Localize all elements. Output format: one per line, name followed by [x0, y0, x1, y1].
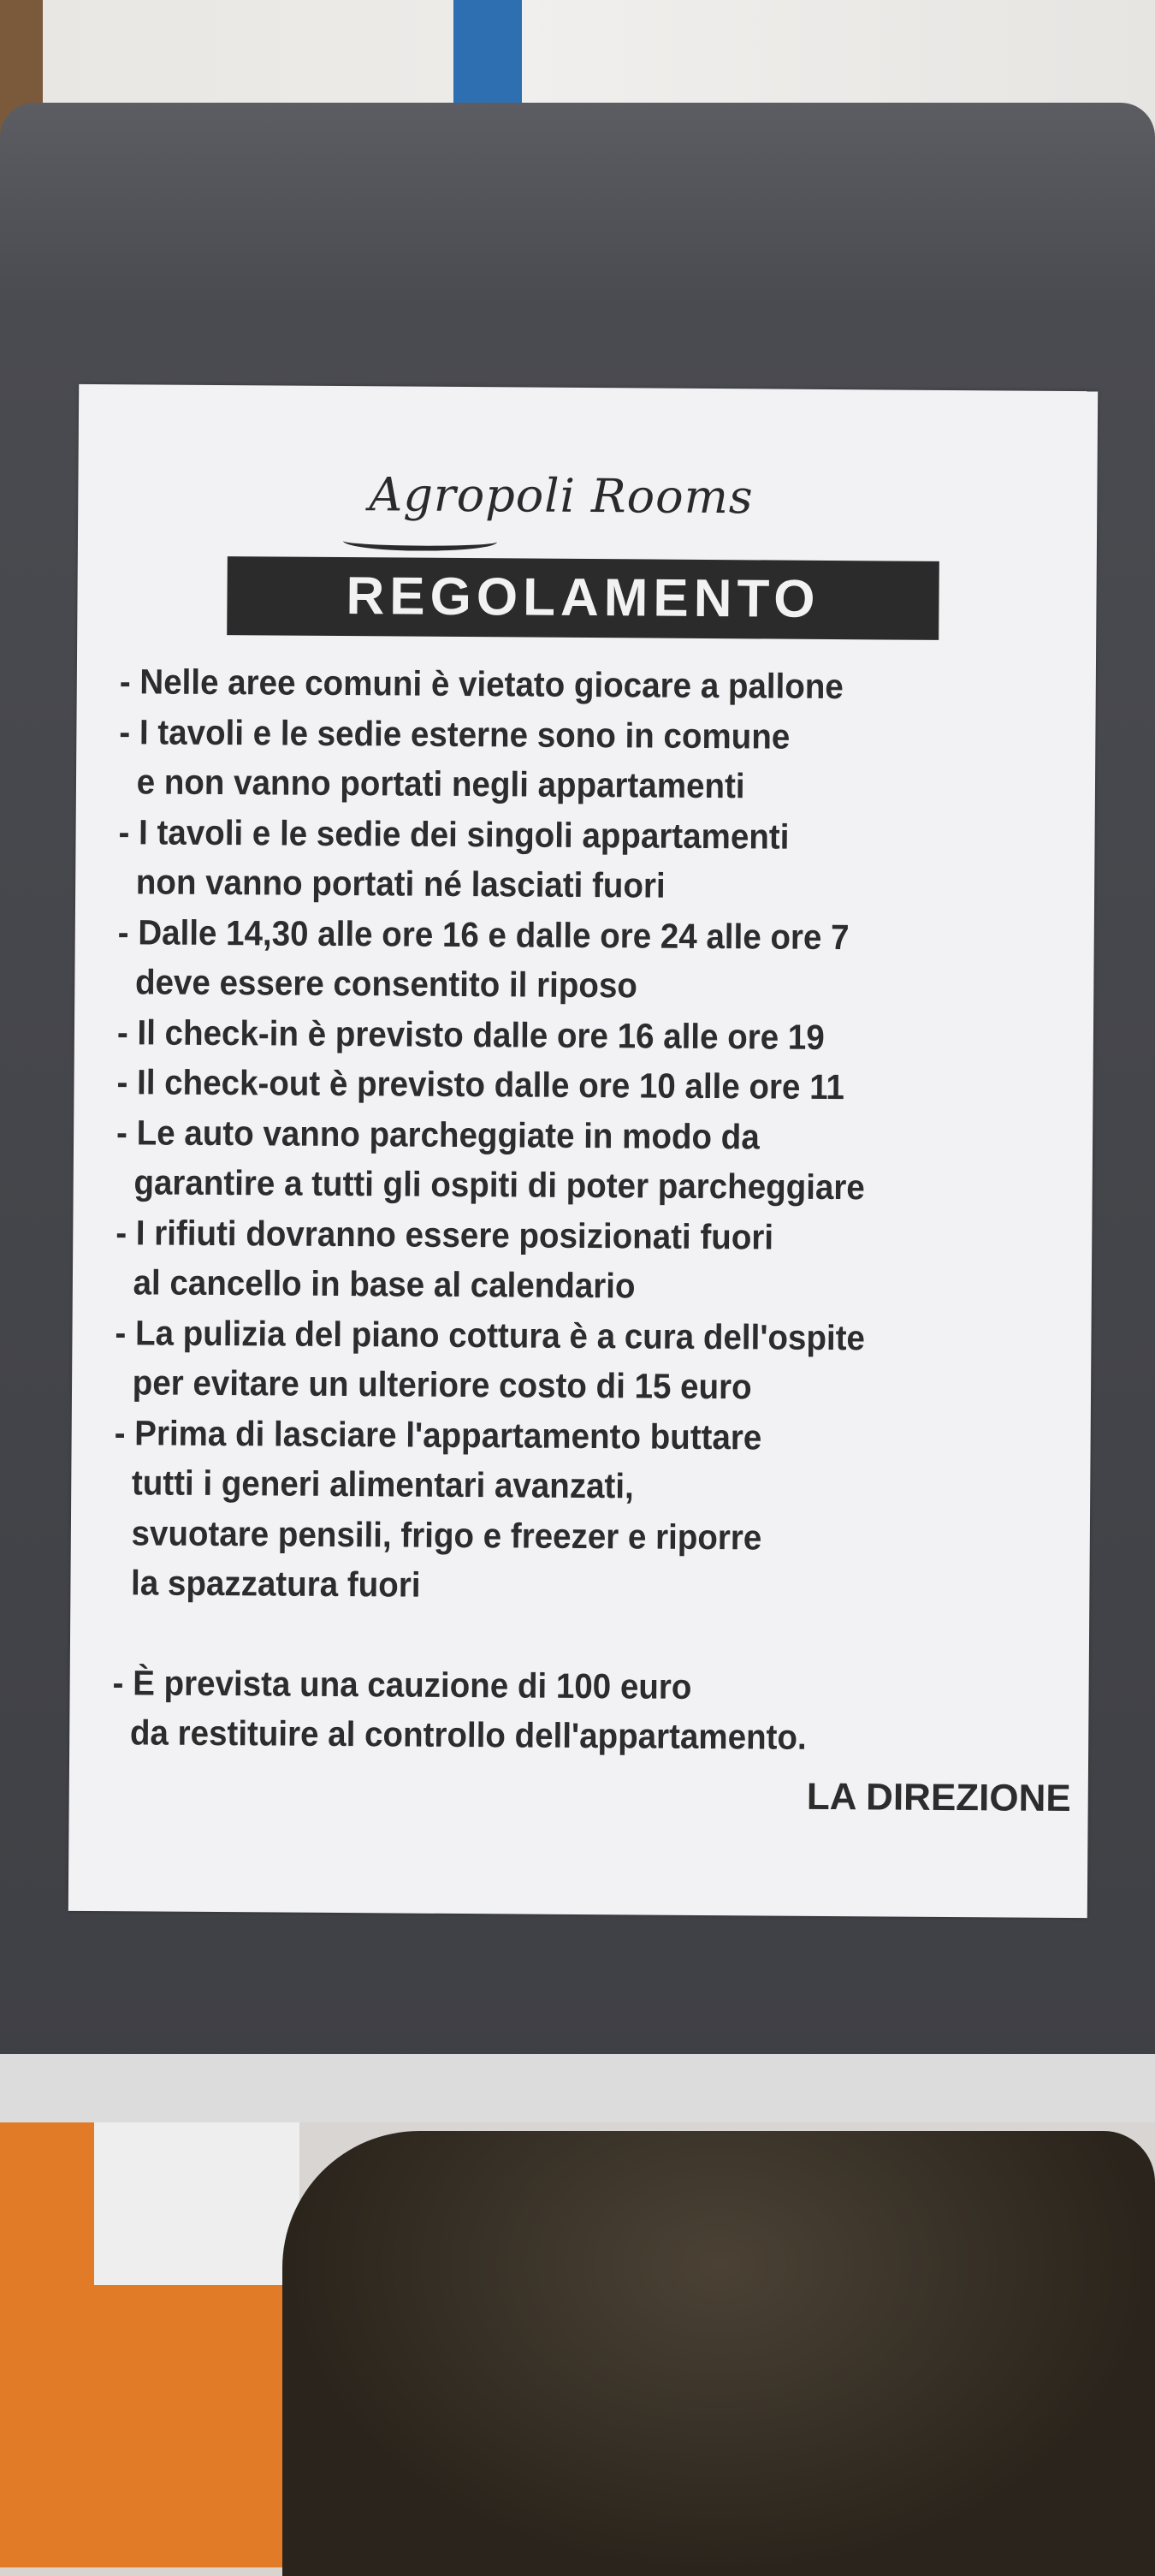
rule-line: - Dalle 14,30 alle ore 16 e dalle ore 24 alle ore 7 — [117, 911, 850, 957]
rule-line: svuotare pensili, frigo e freezer e riporre — [131, 1512, 762, 1557]
signature: LA DIREZIONE — [806, 1775, 1071, 1819]
notice-paper — [68, 384, 1098, 1918]
rule-line: - Il check-in è previsto dalle ore 16 alle ore 19 — [116, 1012, 825, 1057]
rule-line: non vanno portati né lasciati fuori — [135, 862, 666, 905]
spacer — [113, 1608, 1071, 1665]
logo-swash — [343, 531, 497, 551]
rule-line: la spazzatura fuori — [130, 1563, 421, 1605]
rule-line: - I rifiuti dovranno essere posizionati fuori — [116, 1212, 774, 1257]
rules-list — [112, 656, 1078, 1764]
rule-line: e non vanno portati negli appartamenti — [136, 762, 745, 806]
sticker-label — [94, 2122, 299, 2285]
rule-line: deve essere consentito il riposo — [134, 962, 638, 1006]
rule-line: tutti i generi alimentari avanzati, — [131, 1463, 634, 1506]
rule-line: - La pulizia del piano cottura è a cura dell'ospite — [115, 1312, 866, 1357]
logo: Agropoli Rooms — [369, 467, 754, 525]
bag — [282, 2131, 1155, 2576]
rule-line: per evitare un ulteriore costo di 15 euro — [132, 1362, 752, 1407]
rule-line: da restituire al controllo dell'appartamento. — [129, 1712, 807, 1757]
rule-line: - È prevista una cauzione di 100 euro — [112, 1662, 692, 1706]
rule-line: garantire a tutti gli ospiti di poter parcheggiare — [133, 1162, 865, 1208]
rule-line: - I tavoli e le sedie esterne sono in comune — [119, 711, 791, 757]
rule-line: al cancello in base al calendario — [133, 1262, 636, 1306]
rule-line: - I tavoli e le sedie dei singoli appartamenti — [118, 811, 790, 857]
printer-rim — [0, 2054, 1155, 2122]
rule-line: - Le auto vanno parcheggiate in modo da — [116, 1112, 760, 1156]
rule-line: - Nelle aree comuni è vietato giocare a pallone — [119, 662, 844, 707]
title-banner: REGOLAMENTO — [227, 556, 939, 640]
rule-line: - Prima di lasciare l'appartamento buttare — [114, 1412, 762, 1457]
rule-line: - Il check-out è previsto dalle ore 10 alle ore 11 — [116, 1062, 845, 1107]
